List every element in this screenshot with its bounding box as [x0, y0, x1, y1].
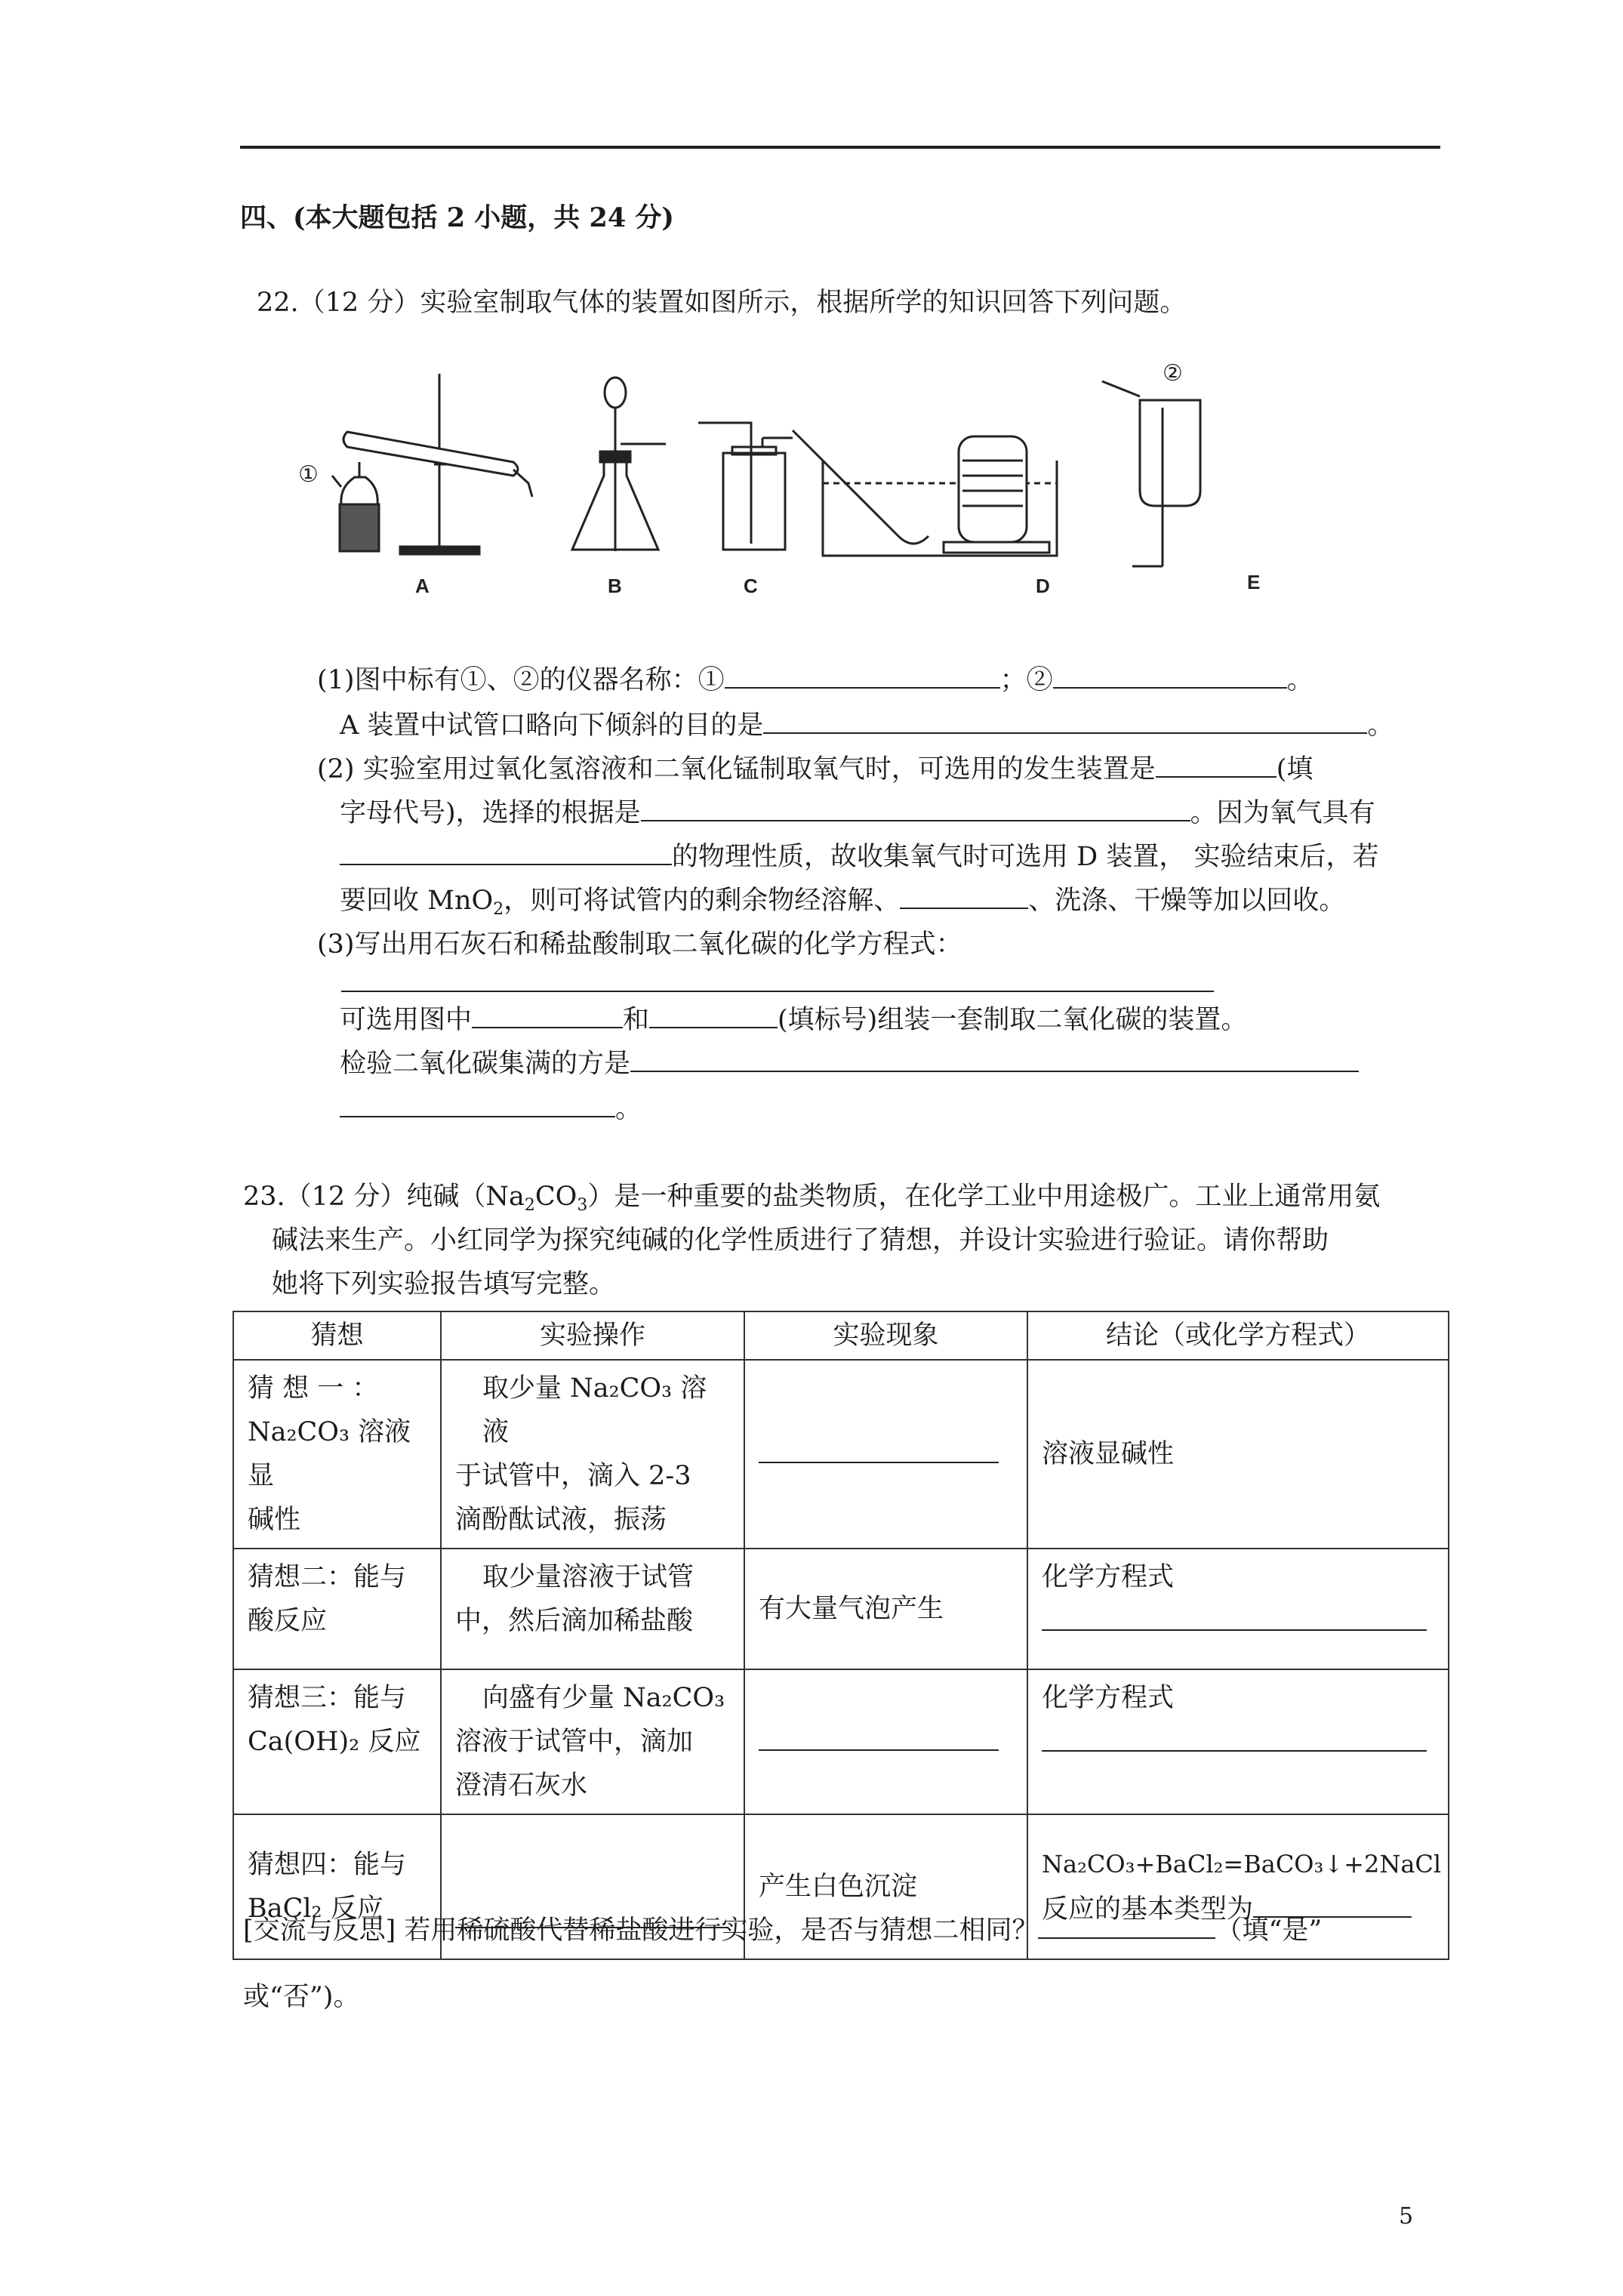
r1-blank-phenomenon[interactable] — [759, 1432, 999, 1463]
r1-conclusion: 溶液显碱性 — [1027, 1360, 1449, 1549]
r2-c4-label: 化学方程式 — [1042, 1562, 1175, 1592]
r1-c1-l1: 猜 想 一 ： — [248, 1373, 379, 1404]
q23-reflect-a: [交流与反思] 若用稀硫酸代替稀盐酸进行实验，是否与猜想二相同？ — [243, 1915, 1039, 1946]
q22-stem: 22.（12 分）实验室制取气体的装置如图所示，根据所学的知识回答下列问题。 — [257, 288, 1187, 318]
r1-c1-l2: Na₂CO₃ 溶液显 — [248, 1417, 411, 1491]
r4-c4-equation: Na₂CO₃+BaCl₂=BaCO₃↓+2NaCl — [1042, 1850, 1442, 1878]
q22-part3-line5 — [340, 1087, 642, 1131]
q22-p2-line4-c: 、洗涤、干燥等加以回收。 — [1028, 886, 1346, 916]
r2-phenomenon: 有大量气泡产生 — [744, 1549, 1027, 1669]
q22-blank-tilt-purpose[interactable] — [763, 704, 1367, 734]
q22-blank-device-1[interactable] — [472, 998, 623, 1028]
r3-hypothesis — [233, 1669, 441, 1814]
r1-phenomenon — [744, 1360, 1027, 1549]
q22-blank-generator[interactable] — [1156, 747, 1277, 778]
apparatus-b — [572, 378, 666, 551]
q22-blank-instrument-2[interactable] — [1053, 658, 1287, 689]
r3-operation — [441, 1669, 744, 1814]
table-row — [233, 1549, 1449, 1669]
q23-reflection-end: 或“否”)。 — [243, 1982, 360, 2012]
q22-p2-text-a: (2) 实验室用过氧化氢溶液和二氧化锰制取氧气时，可选用的发生装置是 — [317, 754, 1156, 784]
q23-line1-b: CO — [534, 1182, 577, 1212]
r1-operation — [441, 1360, 744, 1549]
r2-hypothesis — [233, 1549, 441, 1669]
q22-blank-instrument-1[interactable] — [725, 658, 1000, 689]
q22-part1 — [317, 658, 1313, 702]
table-header-row — [233, 1311, 1449, 1360]
q22-p2-line4-a: 要回收 MnO — [340, 886, 494, 916]
q23-blank-reflection[interactable] — [1038, 1909, 1215, 1939]
apparatus-d — [793, 430, 1057, 556]
q23-reflection — [243, 1909, 1322, 1952]
q22-blank-device-2[interactable] — [649, 998, 778, 1028]
q22-part3-line3 — [340, 998, 1247, 1042]
r3-blank-phenomenon[interactable] — [759, 1719, 999, 1751]
r4-phenomenon: 产生白色沉淀 — [744, 1814, 1027, 1959]
fig-label-a: A — [415, 575, 430, 597]
header-conclusion: 结论（或化学方程式） — [1027, 1311, 1449, 1360]
fig-label-e: E — [1247, 571, 1261, 593]
r3-c2-l2: 溶液于试管中，滴加 — [455, 1727, 694, 1757]
q22-p1-end: 。 — [1286, 665, 1313, 695]
header-phenomenon: 实验现象 — [744, 1311, 1027, 1360]
apparatus-e — [1102, 381, 1200, 566]
apparatus-c — [698, 423, 793, 550]
experiment-report-table — [233, 1311, 1449, 1960]
q22-part3: (3)写出用石灰石和稀盐酸制取二氧化碳的化学方程式： — [317, 929, 962, 960]
r3-phenomenon — [744, 1669, 1027, 1814]
q22-p2-text-b: (填 — [1276, 754, 1313, 784]
q22-p3-line3-b: 和 — [623, 1005, 650, 1035]
table-row — [233, 1669, 1449, 1814]
table-row — [233, 1360, 1449, 1549]
q22-p1-line2-text: A 装置中试管口略向下倾斜的目的是 — [340, 710, 764, 741]
q22-p1-text-b: ；② — [999, 665, 1053, 695]
q22-blank-equation-co2[interactable] — [341, 991, 1214, 992]
r1-c2-l3: 滴酚酞试液，振荡 — [455, 1505, 667, 1535]
q22-p2-line4-b: ，则可将试管内的剩余物经溶解、 — [504, 886, 901, 916]
apparatus-a — [332, 374, 532, 554]
q22-p3-line5-end: 。 — [615, 1094, 642, 1124]
q22-blank-property[interactable] — [340, 835, 672, 865]
q22-p2-line3-a: 的物理性质，故收集氧气时可选用 D 装置， 实验结束后，若 — [672, 842, 1379, 872]
r3-conclusion — [1027, 1669, 1449, 1814]
q23-line2: 碱法来生产。小红同学为探究纯碱的化学性质进行了猜想，并设计实验进行验证。请你帮助 — [272, 1225, 1329, 1256]
r1-c1-l3: 碱性 — [248, 1505, 301, 1535]
q22-part1-line2 — [340, 704, 1394, 747]
q22-blank-check-full-cont[interactable] — [340, 1087, 615, 1117]
fig-marker-2: ② — [1163, 362, 1183, 386]
q22-p2-line2-b: 。因为氧气具有 — [1190, 798, 1375, 828]
r2-blank-equation[interactable] — [1042, 1599, 1427, 1631]
header-hypothesis: 猜想 — [233, 1311, 441, 1360]
apparatus-figure — [294, 362, 1351, 619]
r2-operation — [441, 1549, 744, 1669]
section-title: 四、(本大题包括 2 小题，共 24 分) — [240, 202, 674, 233]
r1-hypothesis — [233, 1360, 441, 1549]
q23-line3: 她将下列实验报告填写完整。 — [272, 1269, 616, 1299]
q22-p3-line4-a: 检验二氧化碳集满的方是 — [340, 1049, 631, 1079]
r3-c4-label: 化学方程式 — [1042, 1683, 1175, 1713]
r2-c2-l1: 取少量溶液于试管 — [482, 1562, 694, 1592]
q22-p3-line3-a: 可选用图中 — [340, 1005, 473, 1035]
q22-part2 — [317, 747, 1313, 791]
r2-c1-l2: 酸反应 — [248, 1606, 328, 1636]
page-number: 5 — [1399, 2203, 1414, 2230]
q22-p1-line2-end: 。 — [1367, 710, 1394, 741]
r3-c1-l2: Ca(OH)₂ 反应 — [248, 1727, 421, 1757]
fig-marker-1: ① — [298, 462, 319, 487]
q22-part2-line3 — [340, 835, 1378, 879]
q22-p1-text-a: (1)图中标有①、②的仪器名称：① — [317, 665, 725, 695]
r3-c2-l3: 澄清石灰水 — [455, 1771, 588, 1801]
r3-blank-equation[interactable] — [1042, 1720, 1427, 1752]
q22-part2-line2 — [340, 791, 1375, 835]
q22-part3-line4 — [340, 1042, 1359, 1086]
q22-blank-filter[interactable] — [900, 879, 1028, 909]
q22-p2-line4-sub: 2 — [493, 900, 504, 919]
q22-blank-basis[interactable] — [641, 791, 1190, 821]
q23-line1-a: 23.（12 分）纯碱（Na — [243, 1182, 525, 1212]
r1-c2-l2: 于试管中，滴入 2-3 — [455, 1461, 691, 1491]
r2-conclusion — [1027, 1549, 1449, 1669]
r4-c1-l2: BaCl₂ 反应 — [248, 1894, 383, 1924]
q22-blank-check-full[interactable] — [630, 1042, 1359, 1072]
header-operation: 实验操作 — [441, 1311, 744, 1360]
r1-c2-l1: 取少量 Na₂CO₃ 溶液 — [482, 1373, 707, 1447]
header-rule — [240, 146, 1440, 149]
fig-label-c: C — [744, 575, 758, 597]
r4-c1-l1: 猜想四：能与 — [248, 1850, 407, 1880]
r4-c4-reaction-type: 反应的基本类型为 — [1042, 1894, 1254, 1925]
fig-label-b: B — [608, 575, 622, 597]
fig-label-d: D — [1036, 575, 1050, 597]
q22-p3-line3-c: (填标号)组装一套制取二氧化碳的装置。 — [778, 1005, 1248, 1035]
q23-line1-sub2: 3 — [577, 1196, 588, 1215]
q23-line1-sub1: 2 — [524, 1196, 535, 1215]
q22-p2-line2-a: 字母代号)，选择的根据是 — [340, 798, 641, 828]
r3-c1-l1: 猜想三：能与 — [248, 1683, 407, 1713]
q23-line1-c: ）是一种重要的盐类物质，在化学工业中用途极广。工业上通常用氨 — [587, 1182, 1381, 1212]
r2-c1-l1: 猜想二：能与 — [248, 1562, 407, 1592]
r2-c2-l2: 中，然后滴加稀盐酸 — [455, 1606, 694, 1636]
q23-reflect-b: （填“是” — [1215, 1915, 1323, 1946]
r3-c2-l1: 向盛有少量 Na₂CO₃ — [482, 1683, 725, 1713]
